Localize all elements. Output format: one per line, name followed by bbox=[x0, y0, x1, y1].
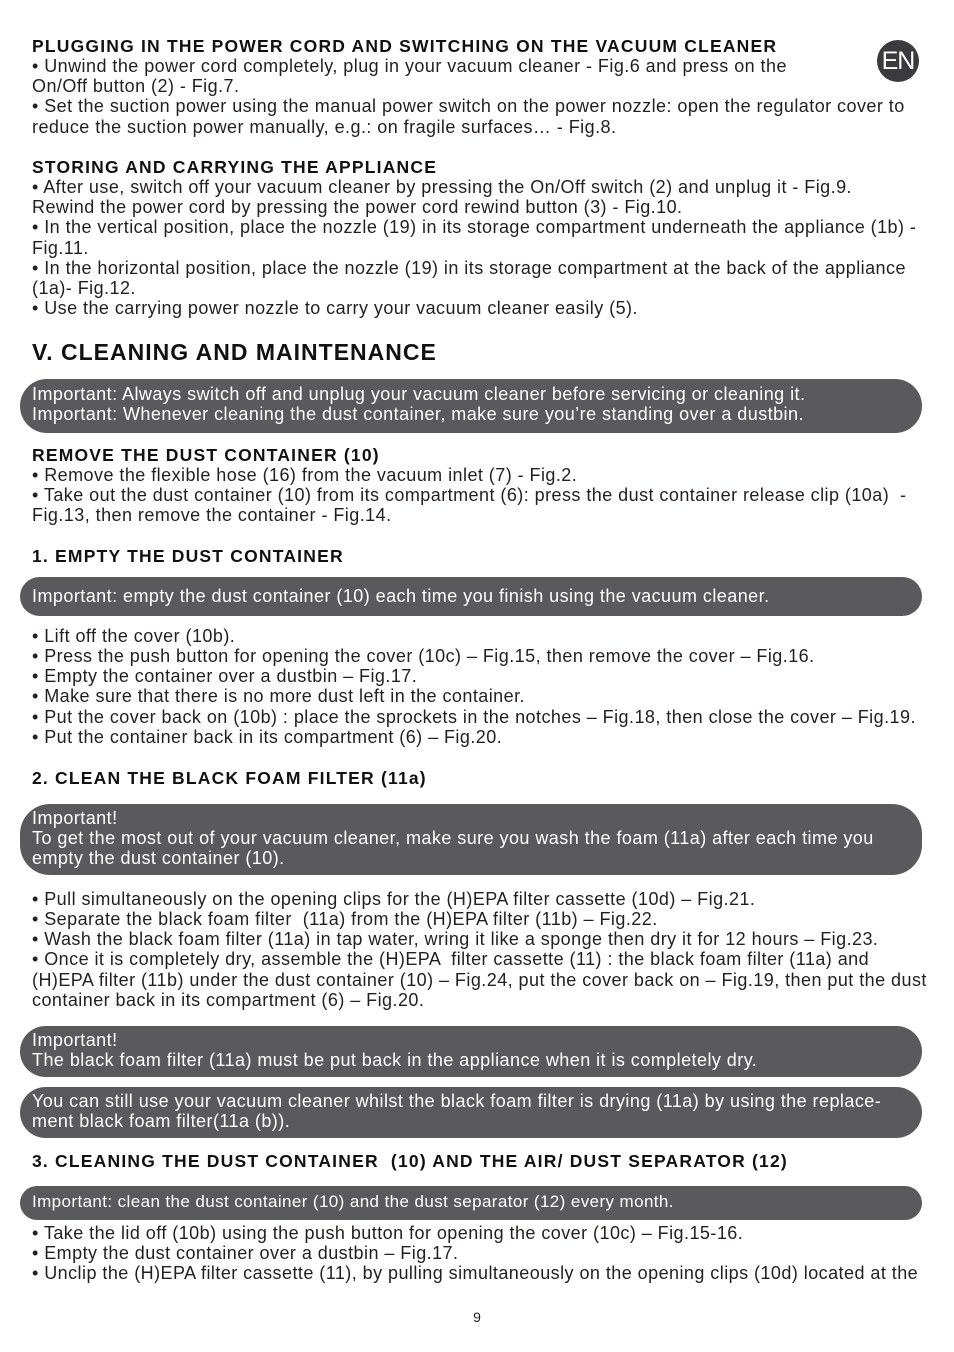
section-empty-container-heading bbox=[32, 546, 344, 566]
notice-box-dry bbox=[20, 1026, 922, 1077]
section-foam-filter-heading bbox=[32, 768, 427, 788]
body-line: reduce the suction power manually, e.g.: on fragile surfaces… - Fig.8. bbox=[32, 116, 617, 137]
body-line: • In the horizontal position, place the nozzle (19) in its storage compartment at the back of the appliance bbox=[32, 257, 906, 278]
notice-line: Important: Whenever cleaning the dust container, make sure you’re standing over a dustbin. bbox=[32, 403, 804, 424]
section-remove-container bbox=[32, 445, 907, 526]
body-line: Fig.13, then remove the container - Fig.14. bbox=[32, 505, 392, 526]
page-number: 9 bbox=[473, 1309, 481, 1325]
body-line: Fig.11. bbox=[32, 237, 89, 258]
body-line: • Take out the dust container (10) from its compartment (6): press the dust container release clip (10a) - bbox=[32, 485, 907, 506]
body-line: • Set the suction power using the manual power switch on the power nozzle: open the regulator cover to bbox=[32, 96, 905, 117]
body-line: On/Off button (2) - Fig.7. bbox=[32, 76, 240, 97]
section-power-cord bbox=[32, 36, 905, 137]
body-line: • Take the lid off (10b) using the push button for opening the cover (10c) – Fig.15-16. bbox=[32, 1223, 744, 1243]
section-separator-heading bbox=[32, 1151, 788, 1171]
notice-line: The black foam filter (11a) must be put back in the appliance when it is completely dry. bbox=[32, 1050, 758, 1071]
notice-box-replacement bbox=[20, 1087, 922, 1138]
body-line: (1a)- Fig.12. bbox=[32, 277, 136, 298]
body-line: • Once it is completely dry, assemble the (H)EPA filter cassette (11) : the black foam filter (11a) and bbox=[32, 949, 870, 970]
body-line: • Empty the dust container over a dustbin – Fig.17. bbox=[32, 1243, 459, 1264]
notice-box-safety bbox=[20, 379, 922, 433]
section-heading: STORING AND CARRYING THE APPLIANCE bbox=[32, 157, 438, 177]
body-line: • Press the push button for opening the cover (10c) – Fig.15, then remove the cover – Fig.16. bbox=[32, 646, 815, 667]
section-heading: 1. EMPTY THE DUST CONTAINER bbox=[32, 546, 344, 566]
chapter-title: V. CLEANING AND MAINTENANCE bbox=[32, 339, 437, 365]
section-foam-filter-steps bbox=[32, 889, 927, 1010]
notice-line: Important: Always switch off and unplug your vacuum cleaner before servicing or cleaning it. bbox=[32, 383, 806, 404]
body-line: • Lift off the cover (10b). bbox=[32, 626, 236, 646]
notice-line: ment black foam filter(11a (b)). bbox=[32, 1111, 291, 1132]
notice-box-foam bbox=[20, 804, 922, 875]
body-line: • Remove the flexible hose (16) from the vacuum inlet (7) - Fig.2. bbox=[32, 465, 578, 486]
notice-line: empty the dust container (10). bbox=[32, 848, 285, 869]
body-line: (H)EPA filter (11b) under the dust container (10) – Fig.24, put the cover back on – Fig.19, then put the dust bbox=[32, 969, 927, 990]
language-badge: EN bbox=[877, 40, 919, 82]
body-line: • Pull simultaneously on the opening clips for the (H)EPA filter cassette (10d) – Fig.21. bbox=[32, 889, 756, 909]
body-line: • Wash the black foam filter (11a) in tap water, wring it like a sponge then dry it for 12 hours – Fig.23. bbox=[32, 929, 879, 950]
body-line: • Make sure that there is no more dust left in the container. bbox=[32, 686, 525, 707]
notice-line: Important: empty the dust container (10) each time you finish using the vacuum cleaner. bbox=[32, 586, 770, 606]
body-line: • Use the carrying power nozzle to carry your vacuum cleaner easily (5). bbox=[32, 298, 638, 319]
section-heading: PLUGGING IN THE POWER CORD AND SWITCHING ON THE VACUUM CLEANER bbox=[32, 36, 778, 56]
body-line: • In the vertical position, place the nozzle (19) in its storage compartment underneath the appliance (1b) - bbox=[32, 217, 917, 238]
notice-line: You can still use your vacuum cleaner whilst the black foam filter is drying (11a) by using the replace- bbox=[32, 1091, 882, 1111]
section-empty-container-steps bbox=[32, 626, 916, 747]
body-line: • Put the container back in its compartment (6) – Fig.20. bbox=[32, 726, 503, 747]
body-line: • Separate the black foam filter (11a) from the (H)EPA filter (11b) – Fig.22. bbox=[32, 909, 658, 930]
section-heading: REMOVE THE DUST CONTAINER (10) bbox=[32, 445, 380, 465]
section-heading: 2. CLEAN THE BLACK FOAM FILTER (11a) bbox=[32, 768, 427, 788]
notice-line: Important: clean the dust container (10) and the dust separator (12) every month. bbox=[32, 1192, 674, 1211]
notice-line: Important! bbox=[32, 808, 118, 828]
notice-box-empty bbox=[20, 577, 922, 616]
notice-line: To get the most out of your vacuum cleaner, make sure you wash the foam (11a) after each time you bbox=[32, 828, 874, 849]
section-separator-steps bbox=[32, 1223, 918, 1283]
notice-line: Important! bbox=[32, 1030, 118, 1050]
section-heading: 3. CLEANING THE DUST CONTAINER (10) AND THE AIR/ DUST SEPARATOR (12) bbox=[32, 1151, 788, 1171]
body-line: • Put the cover back on (10b) : place the sprockets in the notches – Fig.18, then close the cover – Fig.19. bbox=[32, 706, 916, 727]
section-storing bbox=[32, 157, 916, 318]
body-line: • Unwind the power cord completely, plug in your vacuum cleaner - Fig.6 and press on the bbox=[32, 56, 787, 77]
body-line: container back in its compartment (6) – Fig.20. bbox=[32, 989, 425, 1010]
body-line: • After use, switch off your vacuum cleaner by pressing the On/Off switch (2) and unplug it - Fig.9. bbox=[32, 177, 853, 198]
body-line: • Unclip the (H)EPA filter cassette (11), by pulling simultaneously on the opening clips (10d) located at the bbox=[32, 1263, 919, 1284]
notice-box-monthly bbox=[20, 1186, 922, 1220]
body-line: • Empty the container over a dustbin – Fig.17. bbox=[32, 666, 418, 687]
body-line: Rewind the power cord by pressing the power cord rewind button (3) - Fig.10. bbox=[32, 197, 683, 218]
